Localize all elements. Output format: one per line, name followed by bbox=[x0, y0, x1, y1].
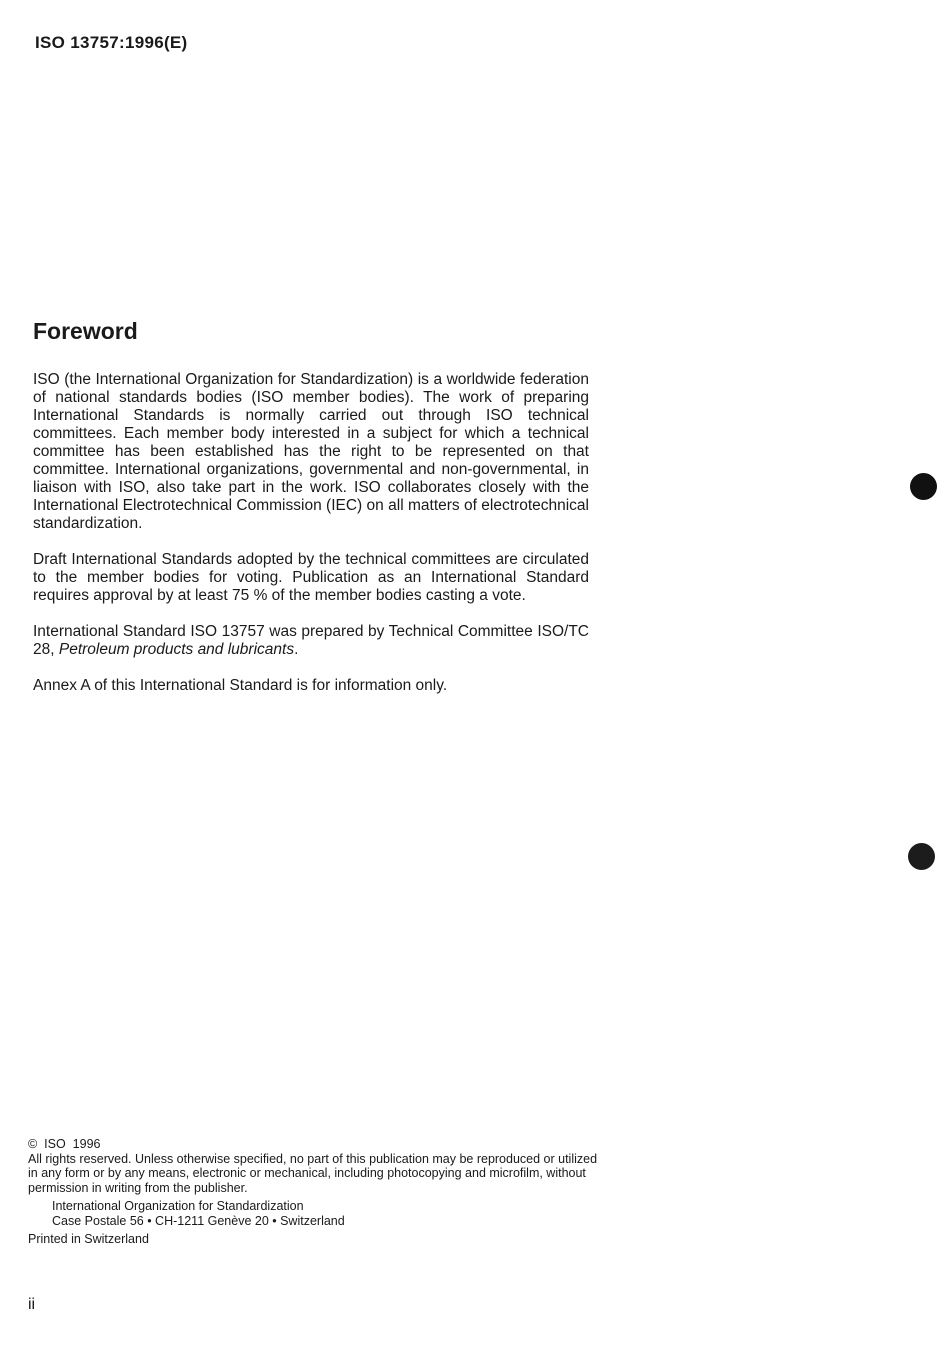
page-number: ii bbox=[28, 1296, 36, 1313]
copyright-notice bbox=[28, 1137, 598, 1152]
rights-statement: All rights reserved. Unless otherwise specified, no part of this publication may be reproduced or utilized in any form or by any means, electronic or mechanical, including photocopying and microfilm, without permission in writing from the publisher. bbox=[28, 1151, 598, 1195]
foreword-paragraph-4: Annex A of this International Standard is for information only. bbox=[33, 677, 448, 694]
copyright-icon: © bbox=[28, 1137, 38, 1151]
foreword-paragraph-2: Draft International Standards adopted by the technical committees are circulated to the member bodies for voting. Publication as an International Standard requires approval by at least 75 % of the member bodies casting a vote. bbox=[33, 551, 589, 604]
foreword-paragraph-1: ISO (the International Organization for Standardization) is a worldwide federation of national standards bodies (ISO member bodies). The work of preparing International Standards is normally carried out through ISO technical committees. Each member body interested in a subject for which a technical committee has been established has the right to be represented on that committee. International organizations, governmental and non-governmental, in liaison with ISO, also take part in the work. ISO collaborates closely with the International Electrotechnical Commission (IEC) on all matters of electrotechnical standardization. bbox=[33, 371, 589, 532]
publisher-address bbox=[52, 1199, 598, 1228]
postal-address: Case Postale 56 • CH-1211 Genève 20 • Switzerland bbox=[52, 1213, 345, 1228]
punch-hole-bottom bbox=[908, 843, 935, 870]
foreword-body bbox=[33, 371, 589, 713]
foreword-paragraph-3 bbox=[33, 623, 589, 659]
committee-title: Petroleum products and lubricants bbox=[58, 641, 295, 658]
document-code: ISO 13757:1996(E) bbox=[35, 33, 188, 52]
copyright-owner: ISO bbox=[44, 1137, 66, 1151]
foreword-title: Foreword bbox=[33, 318, 138, 344]
copyright-year: 1996 bbox=[72, 1137, 101, 1151]
paragraph-3-prefix: International Standard ISO 13757 was prepared by Technical Committee ISO/TC 28, bbox=[33, 623, 589, 658]
organization-name: International Organization for Standardization bbox=[52, 1199, 304, 1213]
punch-hole-top bbox=[910, 473, 937, 500]
copyright-block bbox=[28, 1137, 598, 1247]
printed-in: Printed in Switzerland bbox=[28, 1232, 149, 1246]
paragraph-3-suffix: . bbox=[294, 641, 299, 658]
